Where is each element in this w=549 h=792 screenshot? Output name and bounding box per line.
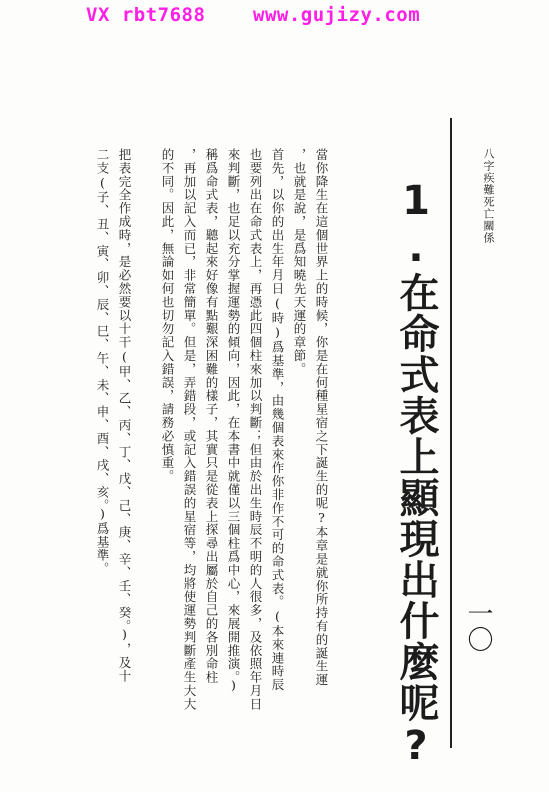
watermark-url: www.gujizy.com xyxy=(253,4,421,26)
body-line: 稱爲命式表，聽起來好像有點艱深困難的樣子，其實只是從表上探尋出屬於自己的各別命柱 xyxy=(204,148,219,684)
chapter-title: 1.在命式表上顯現出什麼呢? xyxy=(393,178,439,770)
header-rule xyxy=(450,118,452,748)
watermark xyxy=(0,4,549,28)
body-line: 當你降生在這個世界上的時候，你是在何種星宿之下誕生的呢?本章是就你所持有的誕生運 xyxy=(314,148,329,687)
body-line: 首先，以你的出生年月日(時)爲基準，由幾個表來作你非作不可的命式表。(本來連時辰 xyxy=(270,148,285,692)
body-line: ，再加以記入而已，非常簡單。但是，弄錯段，或記入錯誤的星宿等，均將使運勢判斷產生大大 xyxy=(182,148,197,711)
body-line: ，也就是說，是爲知曉先天運的章節。 xyxy=(292,148,307,376)
body-line: 來判斷，也足以充分掌握運勢的傾向，因此，在本書中就僅以三個柱爲中心，來展開推演。) xyxy=(226,148,241,694)
body-line: 二支(子、丑、寅、卯、辰、巳、午、未、申、酉、戌、亥。)爲基準。 xyxy=(95,148,110,576)
running-header: 八字疾難死亡關係 xyxy=(482,148,495,244)
page-number: 一〇 xyxy=(463,600,493,652)
body-line: 把表完全作成時，是必然要以十干(甲、乙、丙、丁、戊、己、庚、辛、壬、癸。)，及十 xyxy=(117,148,132,683)
body-line: 也要列出在命式表上，再憑此四個柱來加以判斷；但由於出生時辰不明的人很多，及依照年月日 xyxy=(248,148,263,711)
body-line: 的不同。因此，無論如何也切勿記入錯誤，請務必慎重。 xyxy=(160,148,175,483)
watermark-wechat: VX rbt7688 xyxy=(86,4,206,26)
